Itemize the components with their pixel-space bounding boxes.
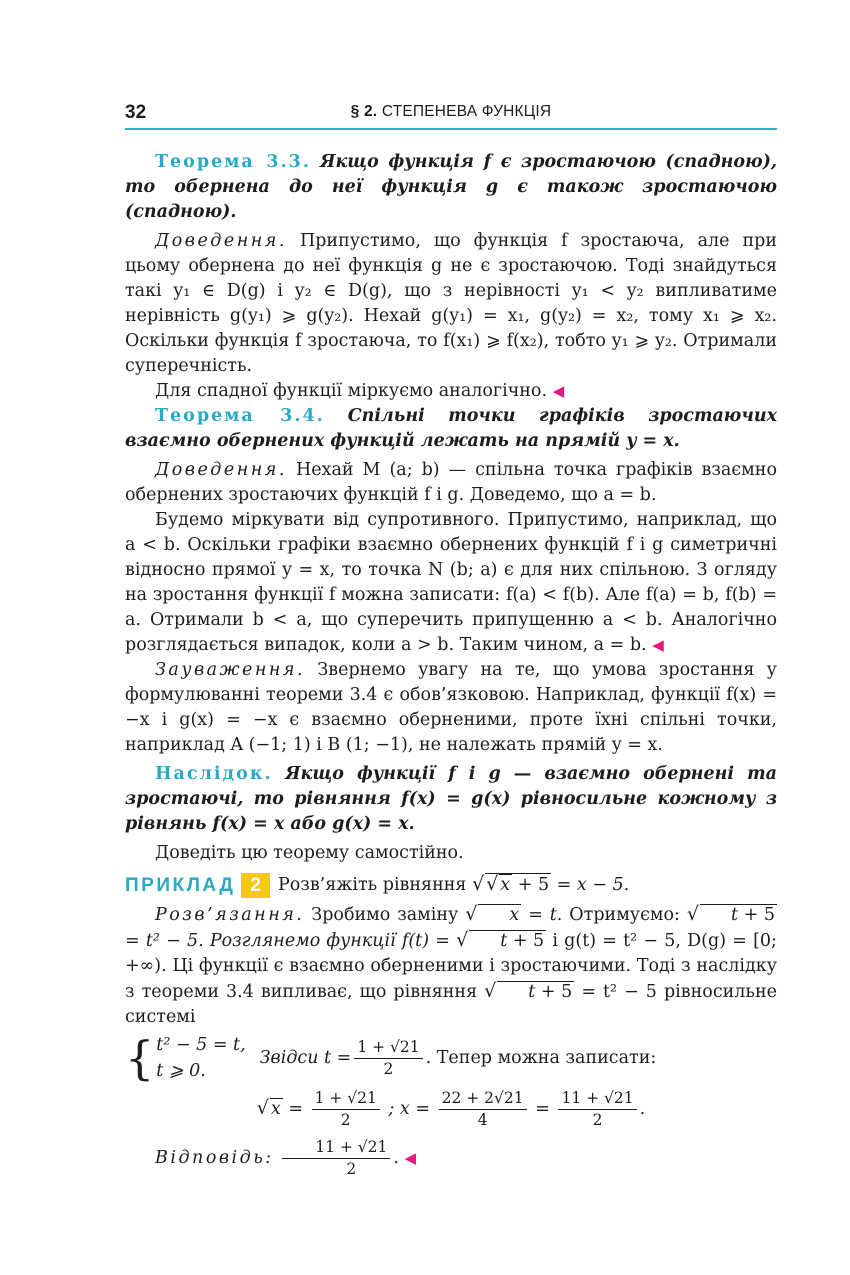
remark xyxy=(125,658,777,758)
end-of-proof-icon: ◀ xyxy=(652,636,664,654)
proof-3-3 xyxy=(125,229,777,379)
equation-system: { t² − 5 = t, t ⩾ 0. xyxy=(125,1031,246,1085)
page-header xyxy=(125,96,777,130)
theorem-label: Теорема 3.3. xyxy=(155,152,311,172)
example-task: Розв’яжіть рівняння √ √ x + 5 = x − 5. xyxy=(277,873,630,895)
fraction: $\frac{22 + 2√21}{4}$ xyxy=(439,1088,527,1131)
proof-text: Нехай M (a; b) — спільна точка графіків взаємно обернених зростаючих функцій f і g. Доведемо, що a = b. xyxy=(125,460,777,505)
proof-3-4 xyxy=(125,458,777,508)
textbook-page xyxy=(125,96,777,1180)
remark-label: Зауваження. xyxy=(155,660,306,680)
fraction: $\frac{1 + √21}{2}$ xyxy=(312,1088,380,1131)
proof-label: Доведення. xyxy=(155,231,287,251)
end-of-solution-icon: ◀ xyxy=(404,1149,417,1167)
page-number: 32 xyxy=(125,102,147,123)
fraction: $\frac{11 + √21}{2}$ xyxy=(558,1088,636,1131)
solution-label: Розв’язання. xyxy=(155,905,305,925)
fraction: $\frac{1 + √21}{2}$ xyxy=(354,1037,422,1080)
corollary-label: Наслідок. xyxy=(155,764,273,784)
theorem-statement: Якщо функція f є зростаючою (спадною), то обернена до неї функція g є також зростаючою (спадною). xyxy=(125,152,777,222)
final-equations: √ x = $\frac{1 + √21}{2}$ ; x = $\frac{22 + 2√21}{4}$ = $\frac{11 + √21}{2}$ . xyxy=(256,1089,646,1129)
example-heading xyxy=(125,872,777,898)
proof-label: Доведення. xyxy=(155,460,287,480)
end-of-proof-icon: ◀ xyxy=(552,382,565,400)
theorem-3-4 xyxy=(125,404,777,454)
proof-3-4-contradiction: Будемо міркувати від супротивного. Припустимо, наприклад, що a < b. Оскільки графіки взаємно обернених функцій f і g симетричні відносно прямої y = x, то точка N (b; a) є для них спільною. З огляду на зростання функції f можна записати: f(a) < f(b). Але f(a) = b, f(b) = a. Отримали b < a, що суперечить припущенню a < b. Аналогічно розглядається випадок, коли a > b. Таким чином, a = b. ◀ xyxy=(125,510,777,655)
equation-system-line: { t² − 5 = t, t ⩾ 0. Звідси t = $\frac{1 + √21}{2}$ . Тепер можна записати: xyxy=(125,1031,657,1085)
answer-label: Відповідь: xyxy=(155,1148,274,1168)
proof-3-3-decreasing: Для спадної функції міркуємо аналогічно. ◀ xyxy=(155,381,565,401)
solution: Розв’язання. Зробимо заміну √ x = t. Отримуємо: √ t + 5 = t² − 5. Розглянемо функції f(t) = √ t + 5 і g(t) = t² − 5, D(g) = [0; +∞). Ці функції є взаємно оберненими і зростаючими. Тоді з наслідку з теореми 3.4 випливає, що рівняння √ t + 5 = t² − 5 рівносильне системі xyxy=(125,903,777,1027)
theorem-3-3 xyxy=(125,150,777,225)
theorem-label: Теорема 3.4. xyxy=(155,406,325,426)
answer: Відповідь: $\frac{11 + √21}{2}$ . ◀ xyxy=(155,1138,417,1178)
corollary-exercise: Доведіть цю теорему самостійно. xyxy=(155,843,464,863)
remark-text: Звернемо увагу на те, що умова зростання у формулюванні теореми 3.4 є обов’язковою. Наприклад, функції f(x) = −x і g(x) = −x є взаємно оберненими, проте їхні спільні точки, наприклад A (−1; 1) і B (1; −1), не належать прямій y = x. xyxy=(125,660,777,755)
answer-fraction: $\frac{11 + √21}{2}$ xyxy=(282,1137,390,1180)
corollary xyxy=(125,762,777,837)
proof-text: Припустимо, що функція f зростаюча, але при цьому обернена до неї функція g не є зростаючою. Тоді знайдуться такі y₁ ∈ D(g) і y₂ ∈ D(g), що з нерівності y₁ < y₂ випливатиме нерівність g(y₁) ⩾ g(y₂). Нехай g(y₁) = x₁, g(y₂) = x₂, тому x₁ ⩾ x₂. Оскільки функція f зростаюча, то f(x₁) ⩾ f(x₂), тобто y₁ ⩾ y₂. Отримали суперечність. xyxy=(125,231,777,376)
corollary-statement: Якщо функції f і g — взаємно обернені та зростаючі, то рівняння f(x) = g(x) рівносильне кожному з рівнянь f(x) = x або g(x) = x. xyxy=(125,764,777,834)
example-label: ПРИКЛАД xyxy=(125,874,236,896)
example-number-badge: 2 xyxy=(241,873,270,898)
page-content xyxy=(125,150,777,1180)
theorem-statement: Спільні точки графіків зростаючих взаємно обернених функцій лежать на прямій y = x. xyxy=(125,406,777,451)
section-title: § 2. СТЕПЕНЕВА ФУНКЦІЯ xyxy=(350,103,552,120)
